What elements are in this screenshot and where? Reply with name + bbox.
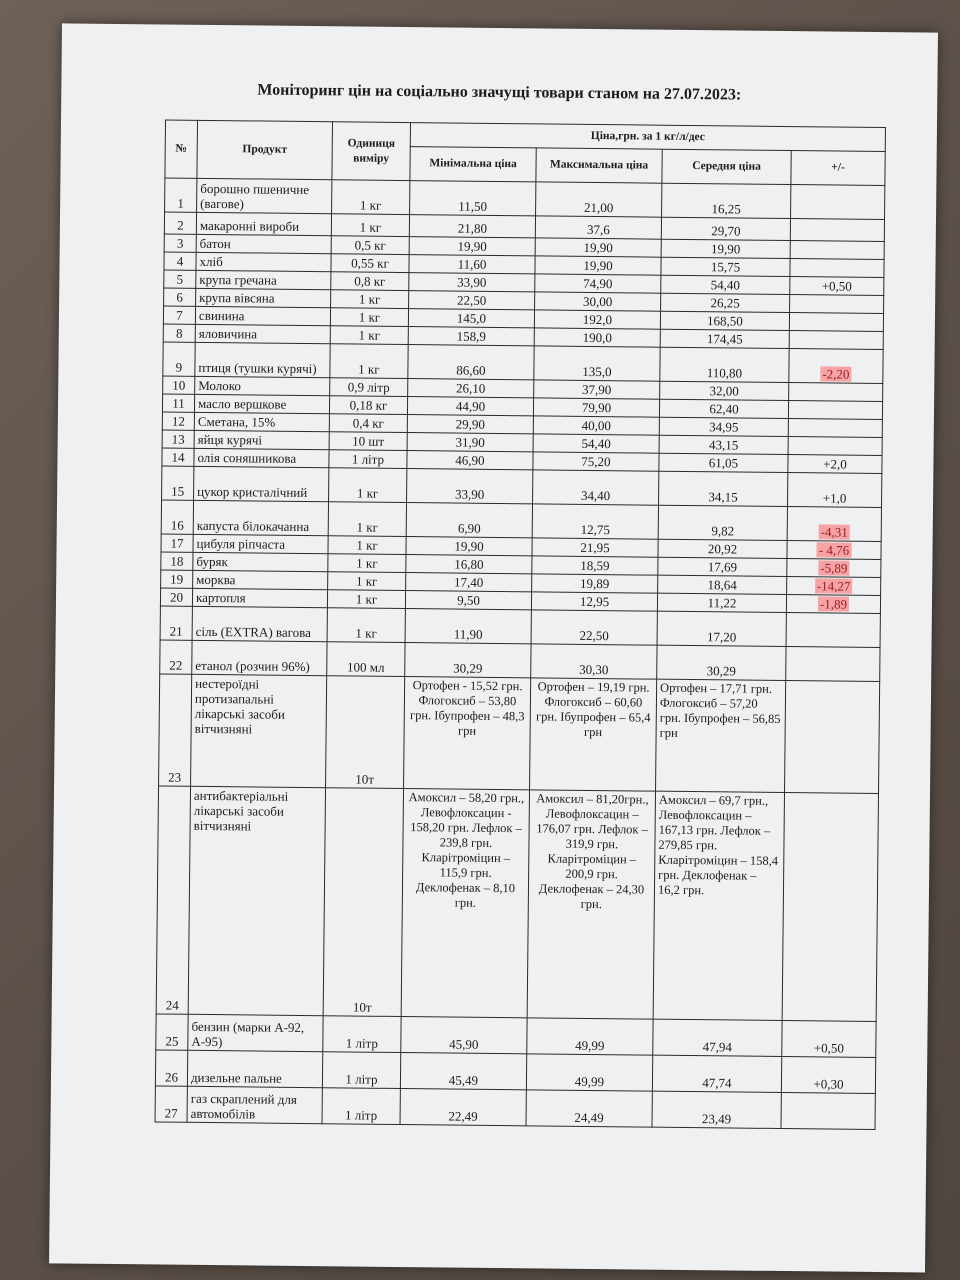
min-price: 19,90 [409, 237, 535, 256]
row-number: 22 [160, 640, 192, 674]
table-row-medicine [156, 786, 878, 1022]
avg-price: 16,25 [662, 183, 791, 218]
price-change [789, 349, 883, 384]
avg-price: 47,74 [652, 1055, 781, 1092]
price-table [155, 119, 886, 1129]
price-change [787, 559, 881, 578]
price-change [790, 277, 884, 296]
header-avg: Середня ціна [662, 149, 791, 184]
price-change-value: -4,31 [820, 524, 848, 540]
price-change: +0,50 [782, 1021, 876, 1058]
avg-price: 30,29 [657, 645, 786, 680]
max-price: 37,6 [535, 216, 661, 239]
min-price: Амоксил – 58,20 грн., Левофлоксацин - 158,20 грн. Лефлок – 239,8 грн. Кларітроміцин – 115,9 грн. Деклофенак – 8,10 грн. [401, 789, 529, 1018]
row-number: 8 [163, 324, 195, 342]
avg-price: 18,64 [658, 575, 787, 594]
min-price: 46,90 [407, 451, 533, 470]
header-price-group: Ціна,грн. за 1 кг/л/дес [410, 123, 885, 152]
min-price: 17,40 [406, 573, 532, 592]
unit: 0,9 літр [330, 378, 408, 397]
row-number: 16 [161, 500, 193, 534]
max-price: 74,90 [535, 274, 661, 293]
min-price: Ортофен - 15,52 грн. Флогоксиб – 53,80 грн. Ібупрофен – 48,3 грн [404, 677, 531, 790]
unit: 0,4 кг [329, 414, 407, 433]
product-name: капуста білокачанна [193, 500, 328, 535]
min-price: 22,50 [409, 291, 535, 310]
min-price: 86,60 [408, 345, 534, 380]
unit: 1 кг [328, 502, 406, 537]
product-name: Молоко [195, 376, 330, 395]
unit: 1 кг [327, 590, 405, 609]
product-name: свинина [195, 306, 330, 325]
row-number: 2 [164, 212, 196, 234]
unit: 10т [323, 788, 403, 1017]
price-change [789, 383, 883, 402]
price-change-value: +1,0 [822, 490, 847, 506]
unit: 0,8 кг [331, 272, 409, 291]
product-name: морква [193, 570, 328, 589]
price-change [791, 185, 885, 220]
unit: 1 літр [329, 450, 407, 469]
price-change [789, 313, 883, 332]
row-number: 18 [161, 552, 193, 570]
avg-price: 34,15 [659, 471, 788, 506]
document-page [49, 23, 938, 1272]
product-name: бензин (марки А-92, А-95) [188, 1014, 323, 1051]
unit: 1 кг [331, 290, 409, 309]
avg-price: 26,25 [661, 293, 790, 312]
avg-price: 174,45 [660, 329, 789, 348]
header-max: Максимальна ціна [536, 148, 662, 183]
price-change-value: -2,20 [822, 366, 850, 382]
price-change [781, 1093, 875, 1130]
min-price: 26,10 [408, 379, 534, 398]
unit: 0,5 кг [331, 236, 409, 255]
price-change [790, 241, 884, 260]
min-price: 30,29 [405, 643, 531, 678]
unit: 1 кг [331, 214, 409, 237]
header-product: Продукт [197, 120, 333, 179]
row-number: 17 [161, 534, 193, 552]
row-number: 10 [163, 376, 195, 394]
max-price: Ортофен – 19,19 грн. Флогоксиб – 60,60 грн. Ібупрофен – 65,4 грн [530, 678, 657, 791]
price-change-value: - 4,76 [818, 542, 850, 558]
min-price: 33,90 [407, 469, 533, 504]
min-price: 22,49 [400, 1089, 526, 1126]
min-price: 9,50 [405, 591, 531, 610]
price-change [787, 541, 881, 560]
min-price: 145,0 [408, 309, 534, 328]
row-number: 24 [156, 786, 190, 1014]
product-name: картопля [192, 588, 327, 607]
product-name: яйця курячі [194, 430, 329, 449]
max-price: Амоксил – 81,20грн., Левофлоксацин – 176,07 грн. Лефлок – 319,9 грн. Кларітроміцин – 200,9 грн. Деклофенак – 24,30 грн. [527, 790, 655, 1019]
product-name: макаронні вироби [196, 212, 331, 235]
avg-price: 110,80 [660, 347, 789, 382]
row-number: 3 [164, 234, 196, 252]
row-number: 9 [163, 342, 195, 376]
row-number: 19 [161, 570, 193, 588]
product-name: яловичина [195, 324, 330, 343]
min-price: 33,90 [409, 273, 535, 292]
header-unit: Одиниця виміру [332, 122, 411, 181]
row-number: 11 [162, 394, 194, 412]
price-change [789, 331, 883, 350]
min-price: 45,90 [401, 1017, 527, 1054]
max-price: 19,89 [532, 574, 658, 593]
max-price: 49,99 [526, 1054, 652, 1091]
row-number: 23 [159, 674, 192, 786]
min-price: 11,50 [410, 181, 536, 216]
unit: 1 кг [332, 180, 410, 215]
row-number: 6 [164, 288, 196, 306]
unit: 1 кг [329, 468, 407, 503]
product-name: буряк [193, 552, 328, 571]
price-change [790, 259, 884, 278]
max-price: 12,75 [532, 504, 658, 539]
row-number: 25 [156, 1014, 188, 1050]
document-title: Моніторинг цін на соціально значущі товари станом на 27.07.2023: [257, 81, 742, 104]
product-name: масло вершкове [194, 394, 329, 413]
min-price: 6,90 [406, 503, 532, 538]
avg-price: 29,70 [661, 217, 790, 240]
unit: 1 кг [330, 308, 408, 327]
unit: 1 кг [328, 536, 406, 555]
product-name: дизельне пальне [187, 1050, 322, 1087]
table-row-fuel [155, 1086, 875, 1130]
avg-price: 62,40 [659, 399, 788, 418]
unit: 1 кг [330, 326, 408, 345]
header-no: № [165, 120, 198, 178]
product-name: крупа гречана [196, 270, 331, 289]
max-price: 18,59 [532, 556, 658, 575]
row-number: 13 [162, 430, 194, 448]
price-change [787, 577, 881, 596]
avg-price: 47,94 [653, 1019, 782, 1056]
avg-price: 15,75 [661, 257, 790, 276]
product-name: етанол (розчин 96%) [192, 640, 327, 675]
max-price: 19,90 [535, 256, 661, 275]
min-price: 21,80 [409, 215, 535, 238]
avg-price: 54,40 [661, 275, 790, 294]
product-name: батон [196, 234, 331, 253]
unit: 1 кг [327, 608, 405, 643]
price-change [788, 455, 882, 474]
table-header [165, 120, 886, 186]
row-number: 27 [155, 1086, 187, 1122]
unit: 1 літр [322, 1088, 400, 1125]
max-price: 22,50 [531, 610, 657, 645]
avg-price: 19,90 [661, 239, 790, 258]
row-number: 15 [162, 466, 194, 500]
product-name: газ скраплений для автомобілів [187, 1086, 322, 1123]
avg-price: 17,69 [658, 557, 787, 576]
unit: 1 кг [328, 554, 406, 573]
header-min: Мінімальна ціна [410, 147, 536, 182]
table-body [155, 178, 885, 1129]
unit: 10 шт [329, 432, 407, 451]
unit: 1 кг [328, 572, 406, 591]
avg-price: 34,95 [659, 417, 788, 436]
price-change: +0,30 [781, 1057, 875, 1094]
max-price: 135,0 [534, 346, 660, 381]
row-number: 12 [162, 412, 194, 430]
row-number: 14 [162, 448, 194, 466]
price-change [786, 647, 880, 682]
avg-price: 9,82 [658, 505, 787, 540]
product-name: Сметана, 15% [194, 412, 329, 431]
max-price: 21,00 [536, 182, 662, 217]
price-change [788, 473, 882, 508]
max-price: 37,90 [534, 380, 660, 399]
avg-price: 11,22 [657, 593, 786, 612]
unit: 1 літр [322, 1052, 400, 1089]
max-price: 24,49 [526, 1090, 652, 1127]
max-price: 19,90 [535, 238, 661, 257]
max-price: 49,99 [527, 1018, 653, 1055]
product-name: олія соняшникова [194, 448, 329, 467]
header-diff: +/- [791, 151, 885, 186]
avg-price: 168,50 [660, 311, 789, 330]
product-name: нестероїдні протизапальні лікарські засоби вітчизняні [191, 674, 327, 787]
max-price: 12,95 [531, 592, 657, 611]
avg-price: 43,15 [659, 435, 788, 454]
min-price: 44,90 [407, 397, 533, 416]
unit: 0,18 кг [329, 396, 407, 415]
price-change-value: +0,50 [821, 278, 852, 294]
max-price: 30,30 [531, 644, 657, 679]
table-row-medicine [159, 674, 880, 794]
price-change [788, 419, 882, 438]
max-price: 192,0 [534, 310, 660, 329]
min-price: 158,9 [408, 327, 534, 346]
product-name: хліб [196, 252, 331, 271]
avg-price: 23,49 [652, 1091, 781, 1128]
avg-price: 17,20 [657, 611, 786, 646]
min-price: 16,80 [406, 555, 532, 574]
min-price: 19,90 [406, 537, 532, 556]
row-number: 26 [155, 1050, 187, 1086]
row-number: 1 [165, 178, 197, 212]
price-change [790, 219, 884, 242]
price-change-value: -1,89 [819, 596, 848, 612]
product-name: птиця (тушки курячі) [195, 342, 330, 377]
unit: 1 кг [330, 344, 408, 379]
unit: 10т [326, 676, 405, 789]
avg-price: 61,05 [659, 453, 788, 472]
product-name: крупа вівсяна [196, 288, 331, 307]
price-change [782, 793, 878, 1022]
product-name: борошно пшеничне (вагове) [197, 178, 332, 213]
max-price: 40,00 [533, 416, 659, 435]
max-price: 54,40 [533, 434, 659, 453]
product-name: цибуля ріпчаста [193, 534, 328, 553]
price-change [788, 437, 882, 456]
min-price: 11,60 [409, 255, 535, 274]
min-price: 29,90 [407, 415, 533, 434]
product-name: антибактеріальні лікарські засоби вітчизняні [188, 786, 325, 1015]
price-change [786, 613, 880, 648]
max-price: 79,90 [533, 398, 659, 417]
price-change [785, 681, 880, 794]
min-price: 45,49 [400, 1053, 526, 1090]
min-price: 11,90 [405, 609, 531, 644]
avg-price: 32,00 [660, 381, 789, 400]
price-change-value: -5,89 [820, 560, 848, 576]
unit: 1 літр [323, 1016, 401, 1053]
product-name: цукор кристалічний [194, 466, 329, 501]
price-change [790, 295, 884, 314]
row-number: 20 [160, 588, 192, 606]
max-price: 190,0 [534, 328, 660, 347]
row-number: 7 [163, 306, 195, 324]
price-change-value: +2,0 [823, 456, 847, 472]
row-number: 21 [160, 606, 192, 640]
unit: 0,55 кг [331, 254, 409, 273]
row-number: 5 [164, 270, 196, 288]
unit: 100 мл [327, 642, 405, 677]
price-change [786, 595, 880, 614]
price-change-value: -14,27 [816, 578, 851, 594]
max-price: 30,00 [535, 292, 661, 311]
price-change [788, 401, 882, 420]
max-price: 75,20 [533, 452, 659, 471]
price-change [787, 507, 881, 542]
row-number: 4 [164, 252, 196, 270]
min-price: 31,90 [407, 433, 533, 452]
avg-price: Ортофен – 17,71 грн. Флогоксиб – 57,20 грн. Ібупрофен – 56,85 грн [656, 679, 786, 792]
max-price: 21,95 [532, 538, 658, 557]
avg-price: 20,92 [658, 539, 787, 558]
avg-price: Амоксил – 69,7 грн., Левофлоксацин – 167,13 грн. Лефлок – 279,85 грн. Кларітроміцин – 158,4 грн. Деклофенак – 16,2 грн. [653, 791, 784, 1020]
max-price: 34,40 [533, 470, 659, 505]
product-name: сіль (EXTRA) вагова [192, 606, 327, 641]
